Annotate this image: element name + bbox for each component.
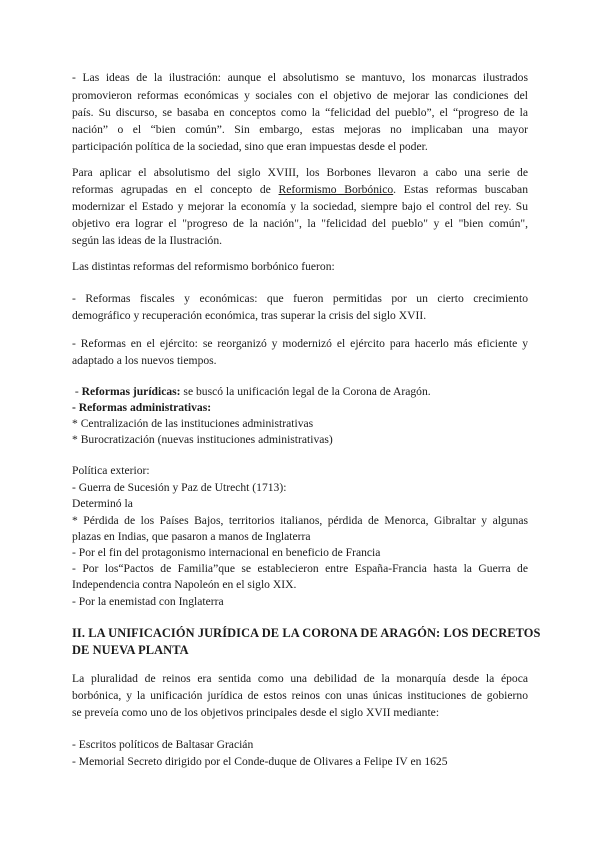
reforma-juridica-line — [72, 384, 528, 399]
reforma-ejercito-line: - Reformas en el ejército: se reorganizó y modernizó el ejército para hacerlo más eficiente y — [72, 337, 528, 350]
reforma-fiscal-line: - Reformas fiscales y económicas: que fueron permitidas por un cierto crecimiento — [72, 292, 528, 305]
reformismo-borbonico-link[interactable]: Reformismo Borbónico — [278, 183, 394, 196]
politica-exterior-line: - Por los“Pactos de Familia”que se establecieron entre España-Francia hasta la Guerra de — [72, 562, 528, 575]
paragraph-absolutismo-line: según las ideas de la Ilustración. — [72, 234, 223, 247]
politica-exterior-line: * Pérdida de los Países Bajos, territorios italianos, pérdida de Menorca, Gibraltar y algunas — [72, 514, 528, 527]
bullet-burocratizacion: * Burocratización (nuevas instituciones administrativas) — [72, 433, 333, 446]
paragraph-ilustracion-line: país. Su discurso, se basaba en conceptos como la “felicidad del pueblo”, el “progreso de la — [72, 106, 528, 119]
escritos-item: - Escritos políticos de Baltasar Gracián — [72, 738, 254, 751]
paragraph-absolutismo-line: Para aplicar el absolutismo del siglo XVIII, los Borbones llevaron a cabo una serie de — [72, 166, 528, 179]
politica-exterior-line: - Guerra de Sucesión y Paz de Utrecht (1713): — [72, 481, 287, 494]
paragraph-ilustracion-line: nación” o el “bien común”. Sin embargo, estas mejoras no implicaban una mayor — [72, 123, 528, 136]
reforma-fiscal-line: demográfico y recuperación económica, tras superar la crisis del siglo XVII. — [72, 309, 427, 322]
paragraph-absolutismo-line — [72, 182, 528, 197]
politica-exterior-line: Política exterior: — [72, 464, 150, 477]
memorial-item: - Memorial Secreto dirigido por el Conde-duque de Olivares a Felipe IV en 1625 — [72, 755, 448, 768]
politica-exterior-line: - Por el fin del protagonismo internacional en beneficio de Francia — [72, 546, 381, 559]
politica-exterior-line: Determinó la — [72, 497, 133, 510]
inline-text: se buscó la unificación legal de la Corona de Aragón. — [180, 385, 431, 398]
paragraph-absolutismo-line: modernizar el Estado y mejorar la economía y la sociedad, siempre bajo el control del rey. Su — [72, 200, 528, 213]
paragraph-pluralidad-line: La pluralidad de reinos era sentida como una debilidad de la monarquía desde la época — [72, 672, 528, 685]
inline-text: . Estas reformas buscaban — [393, 183, 528, 196]
section-heading: II. LA UNIFICACIÓN JURÍDICA DE LA CORONA DE ARAGÓN: LOS DECRETOS — [72, 626, 541, 640]
paragraph-pluralidad-line: se preveía como uno de los objetivos principales desde el siglo XVII mediante: — [72, 706, 440, 719]
section-heading: DE NUEVA PLANTA — [72, 643, 189, 657]
paragraph-ilustracion-line: participación política de la sociedad, sino que eran impuestas desde el poder. — [72, 140, 428, 153]
paragraph-ilustracion-line: - Las ideas de la ilustración: aunque el absolutismo se mantuvo, los monarcas ilustrados — [72, 71, 528, 84]
politica-exterior-line: Independencia contra Napoleón en el siglo XIX. — [72, 578, 297, 591]
politica-exterior-line: plazas en Indias, que pasaron a manos de Inglaterra — [72, 530, 311, 543]
politica-exterior-line: - Por la enemistad con Inglaterra — [72, 595, 224, 608]
reforma-administrativa-heading: - Reformas administrativas: — [72, 401, 212, 414]
inline-text: reformas agrupadas en el concepto de — [72, 183, 279, 196]
paragraph-absolutismo-line: objetivo era lograr el "progreso de la nación", la "felicidad del pueblo" y el "bien común", — [72, 217, 528, 230]
bullet-centralizacion: * Centralización de las instituciones administrativas — [72, 417, 314, 430]
inline-text: - — [72, 385, 82, 398]
reforma-ejercito-line: adaptado a los nuevos tiempos. — [72, 354, 217, 367]
paragraph-pluralidad-line: borbónica, y la unificación jurídica de estos reinos con unas únicas instituciones de gobierno — [72, 689, 528, 702]
bold-label: Reformas jurídicas: — [81, 385, 181, 398]
reformas-intro: Las distintas reformas del reformismo borbónico fueron: — [72, 260, 335, 273]
paragraph-ilustracion-line: promovieron reformas económicas y sociales con el objetivo de mejorar las condiciones del — [72, 89, 528, 102]
